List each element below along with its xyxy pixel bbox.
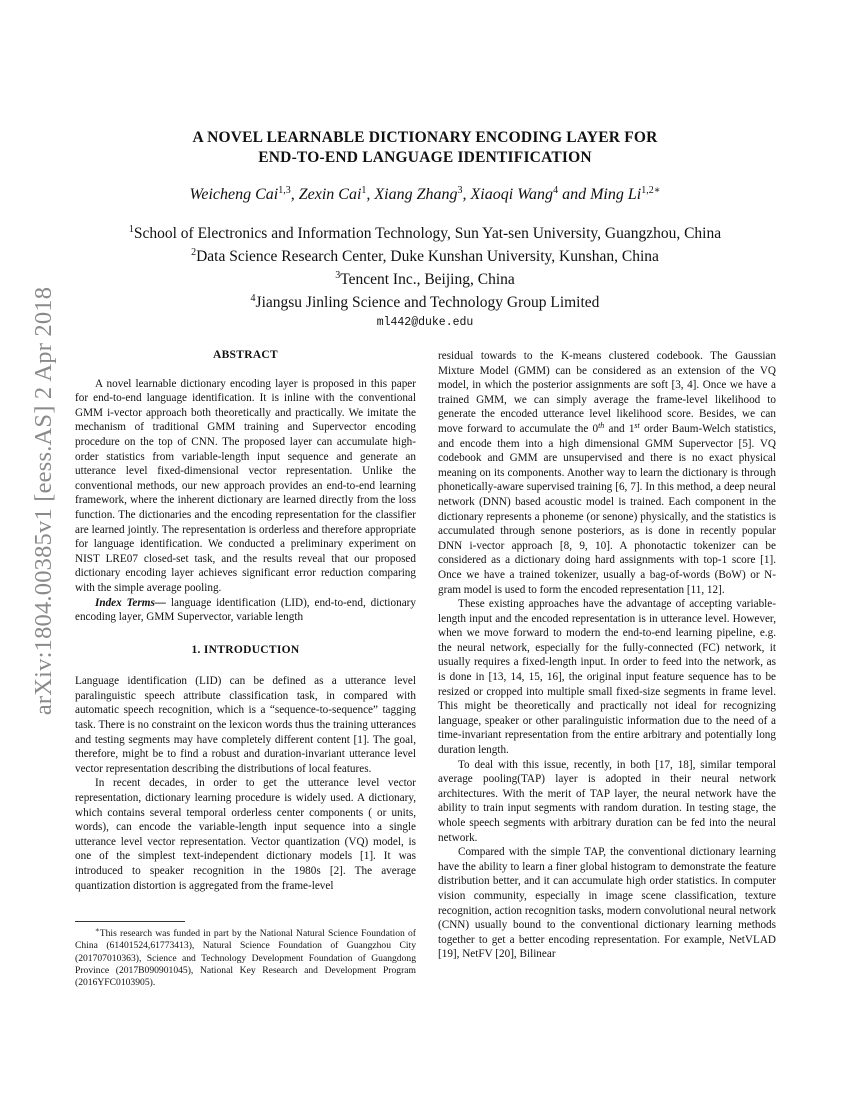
title-line-2: END-TO-END LANGUAGE IDENTIFICATION xyxy=(258,149,592,166)
right-paragraph-2: These existing approaches have the advantage of accepting variable-length input and the encoded representation is in utterance level. However, when we move forward to modern the end-to-end learning pipeline, e.g. the neural network, especially for the fully-connected (FC) network, it usually requires a fixed-length input. In order to feed into the network, as is done in [13, 14, 15, 16], the original input feature sequence has to be resized or cropped into multiple small fixed-size segments in frame level. This might be theoretically and practically not ideal for recognizing language, speaker or other paralinguistic information due to the need of a time-invariant representation from the entire arbitrary and potentially long duration length. xyxy=(438,598,776,757)
author: Weicheng Cai$^{1,3}$ xyxy=(189,185,291,203)
footnote: ∗This research was funded in part by the National Natural Science Foundation of China (61401524,61773413), Natural Science Foundation of Guangzhou City (201707010363), Science and Technology Development Foundation of Guangdong Province (2017B090901045), National Key Research and Development Program (2016YFC0103905). xyxy=(75,926,416,989)
footnote-divider xyxy=(75,921,185,922)
index-terms-label: Index Terms— xyxy=(95,596,166,609)
affiliations xyxy=(0,220,850,332)
intro-paragraph-2: In recent decades, in order to get the utterance level vector representation, dictionary learning procedure is widely used. A dictionary, which contains several temporal orderless center components ( or units, words), can encode the variable-length input sequence into a single utterance level vector representation. Vector quantization (VQ) model, is one of the simplest text-independent dictionary models [1]. It was introduced to speaker recognition in the 1980s [2]. The average quantization distortion is aggregated from the frame-level xyxy=(75,777,416,892)
intro-paragraph-1: Language identification (LID) can be defined as a utterance level paralinguistic speech attribute classification task, in compared with automatic speech recognition, which is a “sequence-to-sequence” tagging task. There is no constraint on the lexicon words thus the training utterances and testing segments may have completely different content [1]. The goal, therefore, might be to find a robust and duration-invariant utterance level vector representation describing the distributions of local features. xyxy=(75,675,416,775)
introduction-heading: 1. INTRODUCTION xyxy=(191,643,300,656)
author: Ming $Li^{1,2∗}$ xyxy=(590,185,661,203)
affiliation: $^2$Data Science Research Center, Duke Kunshan University, Kunshan, China xyxy=(191,247,659,265)
author-list: Weicheng Cai$^{1,3}$, Zexin Cai$^1$, Xiang Zhang$^3$, Xiaoqi Wang$^4$ and Ming $Li^{1,2∗}$ xyxy=(189,185,661,203)
affiliation: $^1$School of Electronics and Information Technology, Sun Yat-sen University, Guangzhou, China xyxy=(128,224,722,242)
arxiv-sidebar xyxy=(28,286,60,716)
abstract-heading: ABSTRACT xyxy=(212,349,279,361)
author: Xiaoqi Wang$^4$ xyxy=(470,185,559,203)
affiliation: $^4$Jiangsu Jinling Science and Technology Group Limited xyxy=(250,293,600,311)
right-column xyxy=(438,349,776,962)
left-column xyxy=(75,348,416,990)
right-paragraph-1: residual towards to the K-means clustered codebook. The Gaussian Mixture Model (GMM) can be considered as an extension of the VQ model, in which the posterior assignments are soft [3, 4]. Once we have a trained GMM, we can simply average the frame-level likelihood to generate the encoded utterance level likelihood score. Besides, we can move forward to accumulate the 0th and 1st order Baum-Welch statistics, and encode them into a high dimensional GMM Supervector [5]. VQ codebook and GMM are unsupervised and there is no exact physical meaning on its components. Another way to learn the dictionary is through phonetically-aware supervised training [6, 7]. In this method, a deep neural network (DNN) based acoustic model is trained. Each component in the dictionary represents a phoneme (or senone) physically, and the statistics is accumulated through senone posteriors, as is done in recently popular DNN i-vector approach [8, 9, 10]. A phonotactic tokenizer can be considered as a dictionary doing hard assignments with top-1 score [1]. Once we have a trained tokenizer, usually a bag-of-words (BoW) or N-gram model is used to form the encoded representation [11, 12]. xyxy=(438,350,776,596)
right-paragraph-4: Compared with the simple TAP, the conventional dictionary learning have the ability to learn a finer global histogram to demonstrate the feature distribution better, and it can accumulate high order statistics. In computer vision community, especially in image scene classification, texture recognition, action recognition tasks, modern convolutional neural network (CNN) usually bound to the conventional dictionary learning methods together to get a better encoding representation. For example, NetVLAD [19], NetFV [20], Bilinear xyxy=(438,846,776,961)
affiliation: $^3$Tencent Inc., Beijing, China xyxy=(335,270,515,288)
right-paragraph-3: To deal with this issue, recently, in both [17, 18], similar temporal average pooling(TAP) layer is adopted in their neural network architectures. With the merit of TAP layer, the neural network have the ability to train input segments with random duration. In testing stage, the whole speech segments with arbitrary duration can be fed into the neural network. xyxy=(438,758,776,844)
author: Zexin Cai$^1$ xyxy=(298,185,367,203)
title-line-1: A NOVEL LEARNABLE DICTIONARY ENCODING LAYER FOR xyxy=(192,129,658,146)
arxiv-stamp: arXiv:1804.00385v1 [eess.AS] 2 Apr 2018 xyxy=(30,286,57,716)
paper-title xyxy=(0,128,850,168)
author-email: ml442@duke.edu xyxy=(376,316,474,329)
author: Xiang Zhang$^3$ xyxy=(374,185,463,203)
abstract-text: A novel learnable dictionary encoding layer is proposed in this paper for end-to-end language identification. It is inline with the conventional GMM i-vector approach both theoretically and practically. We imitate the mechanism of traditional GMM training and Supervector encoding procedure on the top of CNN. The proposed layer can accumulate high-order statistics from variable-length input sequence and generate an utterance level fixed-dimensional vector representation. Unlike the conventional methods, our new approach provides an end-to-end learning framework, where the inherent dictionary are learned directly from the loss function. The dictionaries and the encoding representation for the classifier are learned jointly. The representation is orderless and therefore appropriate for language identification. We conducted a preliminary experiment on NIST LRE07 closed-set task, and the results reveal that our proposed dictionary encoding layer achieves significant error reduction comparing with the simple average pooling. xyxy=(75,377,416,594)
index-terms: Index Terms— language identification (LID), end-to-end, dictionary encoding layer, GMM Supervector, variable length xyxy=(75,596,417,624)
